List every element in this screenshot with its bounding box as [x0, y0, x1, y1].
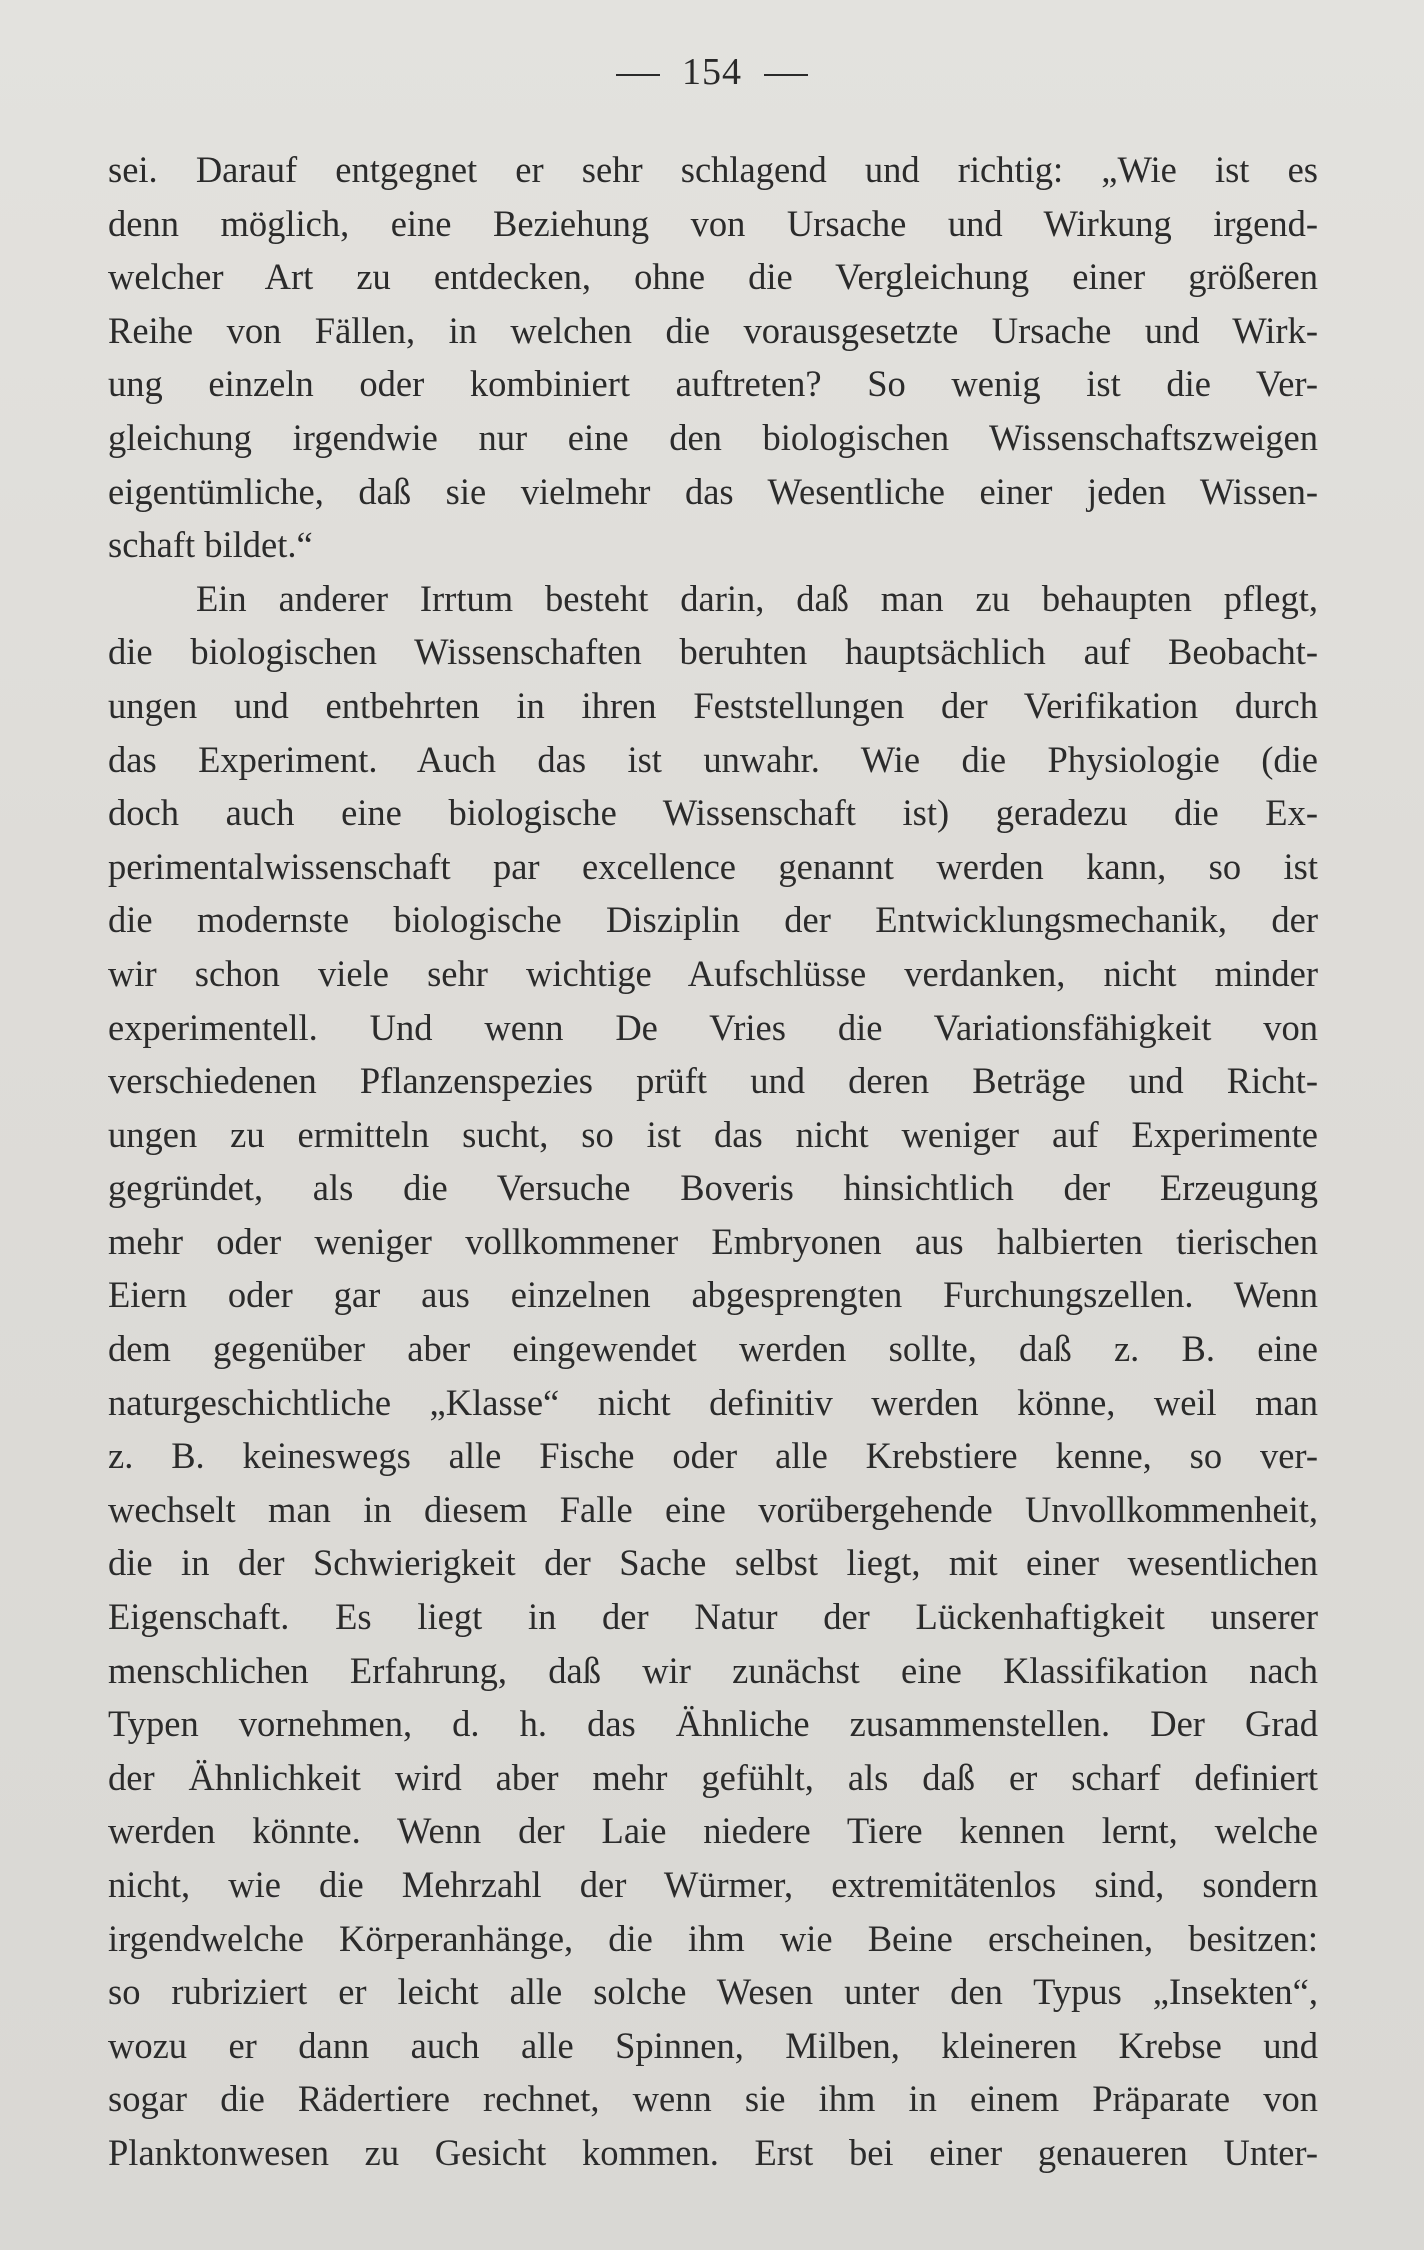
- text-line: sei. Darauf entgegnet er sehr schlagend und richtig: „Wie ist es: [108, 149, 1318, 190]
- text-line: Eiern oder gar aus einzelnen abgesprengten Furchungszellen. Wenn: [108, 1274, 1318, 1316]
- text-line: perimentalwissenschaft par excellence genannt werden kann, so ist: [108, 845, 1318, 887]
- text-line: schaft bildet.“: [108, 524, 313, 566]
- text-line: sogar die Rädertiere rechnet, wenn sie ihm in einem Präparate von: [108, 2078, 1318, 2120]
- text-line: ungen und entbehrten in ihren Feststellungen der Verifikation durch: [108, 684, 1318, 726]
- text-line: die biologischen Wissenschaften beruhten hauptsächlich auf Beobacht-: [108, 631, 1318, 673]
- text-line: Eigenschaft. Es liegt in der Natur der Lückenhaftigkeit unserer: [108, 1596, 1318, 1638]
- text-line: irgendwelche Körperanhänge, die ihm wie Beine erscheinen, besitzen:: [108, 1917, 1318, 1959]
- text-line: Ein anderer Irrtum besteht darin, daß man zu behaupten pflegt,: [196, 577, 1318, 619]
- text-line: das Experiment. Auch das ist unwahr. Wie die Physiologie (die: [108, 738, 1318, 780]
- page-header: [0, 50, 1424, 94]
- header-dash-right: [764, 74, 808, 76]
- text-line: wechselt man in diesem Falle eine vorübergehende Unvollkommenheit,: [108, 1488, 1318, 1530]
- text-line: ung einzeln oder kombiniert auftreten? So wenig ist die Ver-: [108, 363, 1318, 405]
- text-line: doch auch eine biologische Wissenschaft ist) geradezu die Ex-: [108, 792, 1318, 834]
- header-dash-left: [616, 74, 660, 76]
- body-text: [108, 143, 1318, 2180]
- text-line: ungen zu ermitteln sucht, so ist das nicht weniger auf Experimente: [108, 1113, 1318, 1155]
- text-line: mehr oder weniger vollkommener Embryonen aus halbierten tierischen: [108, 1220, 1318, 1262]
- text-line: die in der Schwierigkeit der Sache selbst liegt, mit einer wesentlichen: [108, 1542, 1318, 1584]
- text-line: welcher Art zu entdecken, ohne die Vergleichung einer größeren: [108, 256, 1318, 298]
- text-line: Reihe von Fällen, in welchen die vorausgesetzte Ursache und Wirk-: [108, 309, 1318, 351]
- text-line: Typen vornehmen, d. h. das Ähnliche zusammenstellen. Der Grad: [108, 1703, 1318, 1745]
- text-line: dem gegenüber aber eingewendet werden sollte, daß z. B. eine: [108, 1328, 1318, 1370]
- text-line: wir schon viele sehr wichtige Aufschlüsse verdanken, nicht minder: [108, 952, 1318, 994]
- text-line: z. B. keineswegs alle Fische oder alle Krebstiere kenne, so ver-: [108, 1435, 1318, 1477]
- page-number: 154: [682, 51, 742, 93]
- text-line: eigentümliche, daß sie vielmehr das Wesentliche einer jeden Wissen-: [108, 470, 1318, 512]
- text-line: gegründet, als die Versuche Boveris hinsichtlich der Erzeugung: [108, 1167, 1318, 1209]
- text-line: der Ähnlichkeit wird aber mehr gefühlt, als daß er scharf definiert: [108, 1756, 1318, 1798]
- text-line: wozu er dann auch alle Spinnen, Milben, kleineren Krebse und: [108, 2024, 1318, 2066]
- text-line: menschlichen Erfahrung, daß wir zunächst eine Klassifikation nach: [108, 1649, 1318, 1691]
- text-line: die modernste biologische Disziplin der Entwicklungsmechanik, der: [108, 899, 1318, 941]
- text-line: denn möglich, eine Beziehung von Ursache und Wirkung irgend-: [108, 202, 1318, 244]
- text-line: nicht, wie die Mehrzahl der Würmer, extremitätenlos sind, sondern: [108, 1864, 1318, 1905]
- text-line: naturgeschichtliche „Klasse“ nicht definitiv werden könne, weil man: [108, 1381, 1318, 1423]
- text-line: werden könnte. Wenn der Laie niedere Tiere kennen lernt, welche: [108, 1810, 1318, 1852]
- text-line: verschiedenen Pflanzenspezies prüft und deren Beträge und Richt-: [108, 1060, 1318, 1102]
- text-line: so rubriziert er leicht alle solche Wesen unter den Typus „Insekten“,: [108, 1971, 1318, 2013]
- text-line: experimentell. Und wenn De Vries die Variationsfähigkeit von: [108, 1006, 1318, 1048]
- text-line: gleichung irgendwie nur eine den biologischen Wissenschaftszweigen: [108, 416, 1318, 458]
- text-line: Planktonwesen zu Gesicht kommen. Erst bei einer genaueren Unter-: [108, 2131, 1318, 2173]
